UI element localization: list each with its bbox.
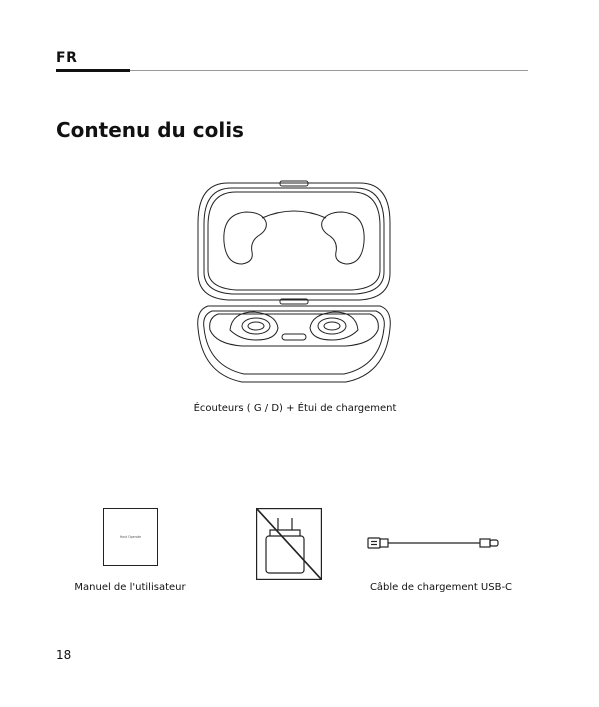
user-manual-icon — [103, 508, 158, 566]
earbuds-case-icon — [196, 178, 392, 388]
usb-c-cable-icon — [364, 534, 504, 552]
cable-caption: Câble de chargement USB-C — [369, 582, 513, 593]
earbuds-case-caption: Écouteurs ( G / D) + Étui de chargement — [193, 403, 397, 414]
language-label: FR — [56, 50, 78, 66]
no-charger-icon — [256, 508, 322, 580]
section-title: Contenu du colis — [56, 118, 244, 142]
manual-caption: Manuel de l'utilisateur — [74, 582, 186, 593]
header-rule-accent — [56, 69, 130, 72]
manual-cover-text: Host Operate — [119, 535, 142, 539]
page-number: 18 — [56, 648, 72, 662]
